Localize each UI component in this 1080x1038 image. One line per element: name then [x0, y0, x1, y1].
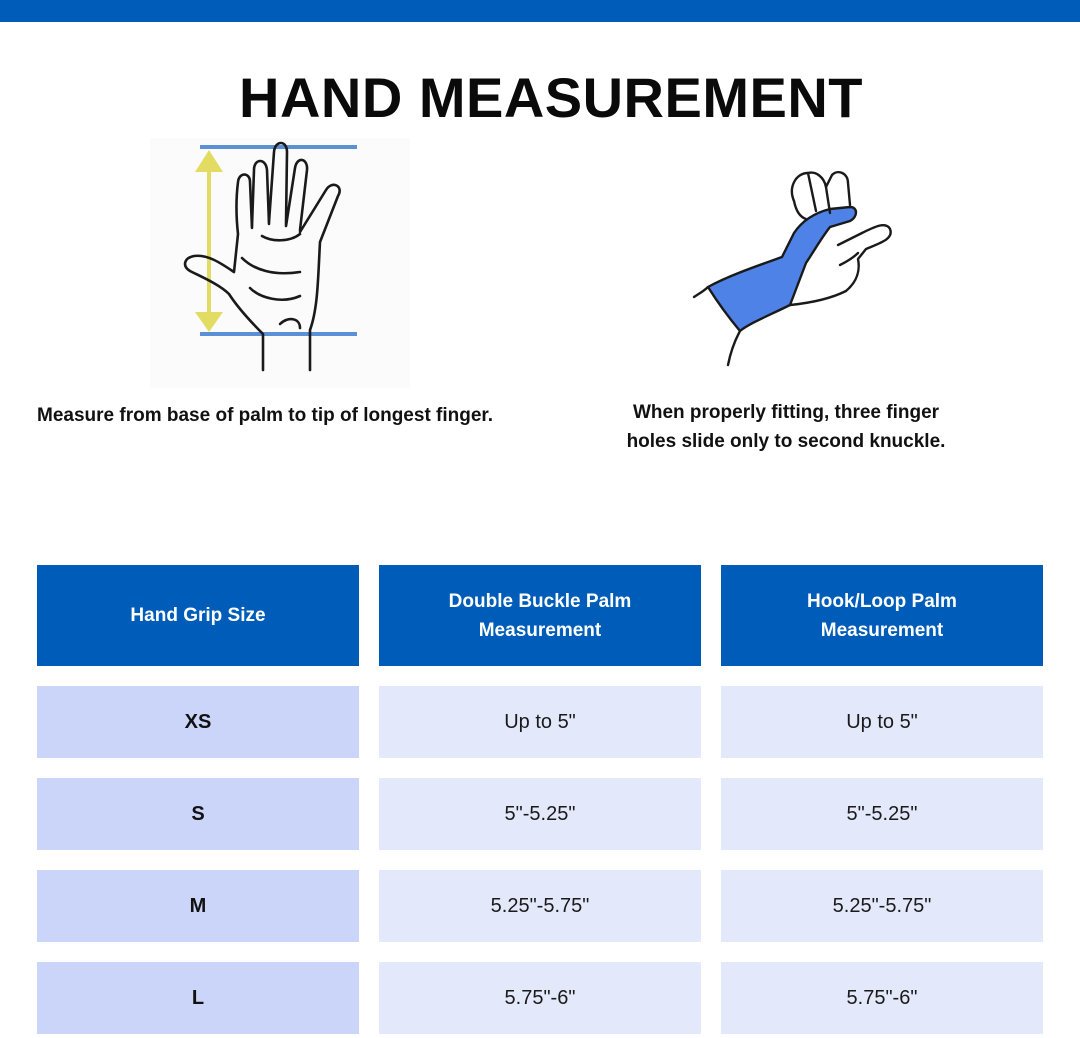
hand-grip-fit-icon: [690, 165, 900, 370]
size-cell-s: S: [37, 778, 359, 850]
fit-caption: [600, 398, 972, 456]
open-palm-measure-icon: [150, 138, 410, 388]
size-cell-m: M: [37, 870, 359, 942]
hook-loop-cell-l: 5.75"-6": [721, 962, 1043, 1034]
palm-measure-caption: Measure from base of palm to tip of longest finger.: [37, 405, 494, 426]
double-buckle-cell-m: 5.25"-5.75": [379, 870, 701, 942]
double-buckle-cell-s: 5"-5.25": [379, 778, 701, 850]
header-hand-grip-size: [37, 565, 359, 666]
hook-loop-cell-s: 5"-5.25": [721, 778, 1043, 850]
fit-caption-line1: When properly fitting, three finger: [632, 402, 940, 423]
header-hook-loop: [721, 565, 1043, 666]
header-double-buckle-line2: Measurement: [478, 619, 602, 641]
header-double-buckle-line1: Double Buckle Palm: [448, 590, 632, 612]
size-cell-l: L: [37, 962, 359, 1034]
header-hook-loop-line1: Hook/Loop Palm: [807, 590, 957, 612]
double-buckle-cell-xs: Up to 5": [379, 686, 701, 758]
header-hook-loop-line2: Measurement: [820, 619, 944, 641]
page-title: HAND MEASUREMENT: [239, 66, 863, 129]
size-cell-xs: XS: [37, 686, 359, 758]
hook-loop-cell-m: 5.25"-5.75": [721, 870, 1043, 942]
fit-caption-line2: holes slide only to second knuckle.: [626, 431, 946, 452]
top-accent-bar: [0, 0, 1080, 22]
hook-loop-cell-xs: Up to 5": [721, 686, 1043, 758]
double-buckle-cell-l: 5.75"-6": [379, 962, 701, 1034]
header-hand-grip-size-label: Hand Grip Size: [130, 605, 266, 626]
header-double-buckle: [379, 565, 701, 666]
